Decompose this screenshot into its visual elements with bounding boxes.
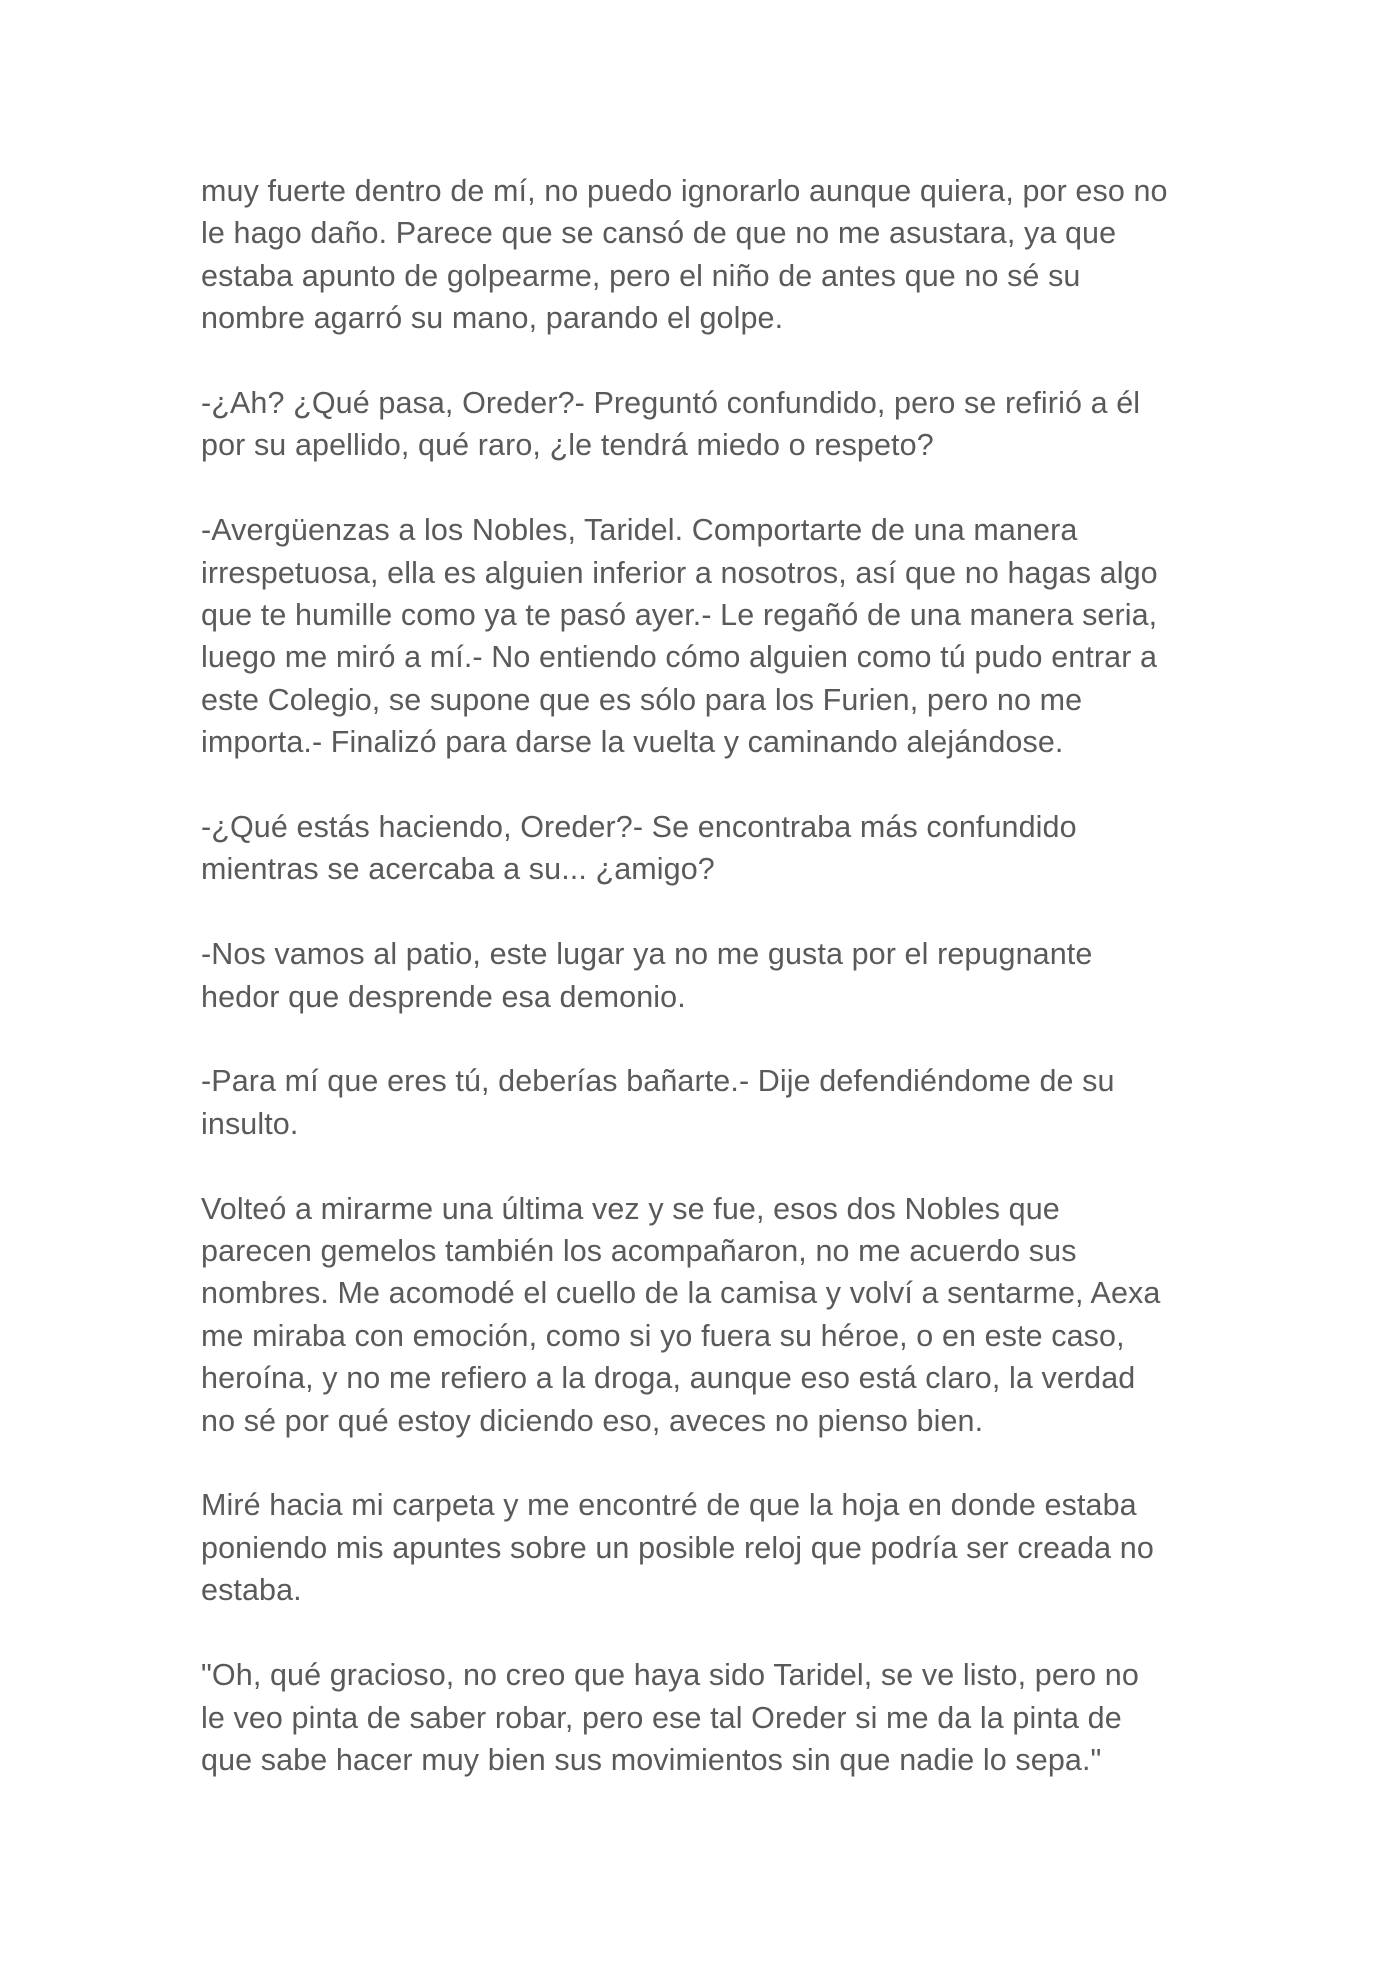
paragraph: -Nos vamos al patio, este lugar ya no me gusta por el repugnante hedor que desprende esa demonio.	[201, 937, 1093, 1014]
paragraph: -¿Qué estás haciendo, Oreder?- Se encontraba más confundido mientras se acercaba a su... ¿amigo?	[201, 810, 1077, 887]
paragraph: Volteó a mirarme una última vez y se fue, esos dos Nobles que parecen gemelos también los acompañaron, no me acuerdo sus nombres. Me acomodé el cuello de la camisa y volví a sentarme, Aexa me miraba con emoción, como si yo fuera su héroe, o en este caso, heroína, y no me refiero a la droga, aunque eso está claro, la verdad no sé por qué estoy diciendo eso, aveces no pienso bien.	[201, 1191, 1161, 1438]
document-body	[201, 170, 1211, 1824]
paragraph: -Avergüenzas a los Nobles, Taridel. Comportarte de una manera irrespetuosa, ella es alguien inferior a nosotros, así que no hagas algo que te humille como ya te pasó ayer.- Le regañó de una manera seria, luego me miró a mí.- No entiendo cómo alguien como tú pudo entrar a este Colegio, se supone que es sólo para los Furien, pero no me importa.- Finalizó para darse la vuelta y caminando alejándose.	[201, 513, 1158, 760]
paragraph: -Para mí que eres tú, deberías bañarte.- Dije defendiéndome de su insulto.	[201, 1064, 1115, 1141]
paragraph: Miré hacia mi carpeta y me encontré de que la hoja en donde estaba poniendo mis apuntes sobre un posible reloj que podría ser creada no estaba.	[201, 1488, 1154, 1608]
paragraph: "Oh, qué gracioso, no creo que haya sido Taridel, se ve listo, pero no le veo pinta de saber robar, pero ese tal Oreder si me da la pinta de que sabe hacer muy bien sus movimientos sin que nadie lo sepa."	[201, 1658, 1139, 1777]
paragraph: -¿Ah? ¿Qué pasa, Oreder?- Preguntó confundido, pero se refirió a él por su apellido, qué raro, ¿le tendrá miedo o respeto?	[201, 386, 1141, 463]
paragraph: muy fuerte dentro de mí, no puedo ignorarlo aunque quiera, por eso no le hago daño. Parece que se cansó de que no me asustara, ya que estaba apunto de golpearme, pero el niño de antes que no sé su nombre agarró su mano, parando el golpe.	[201, 174, 1168, 336]
